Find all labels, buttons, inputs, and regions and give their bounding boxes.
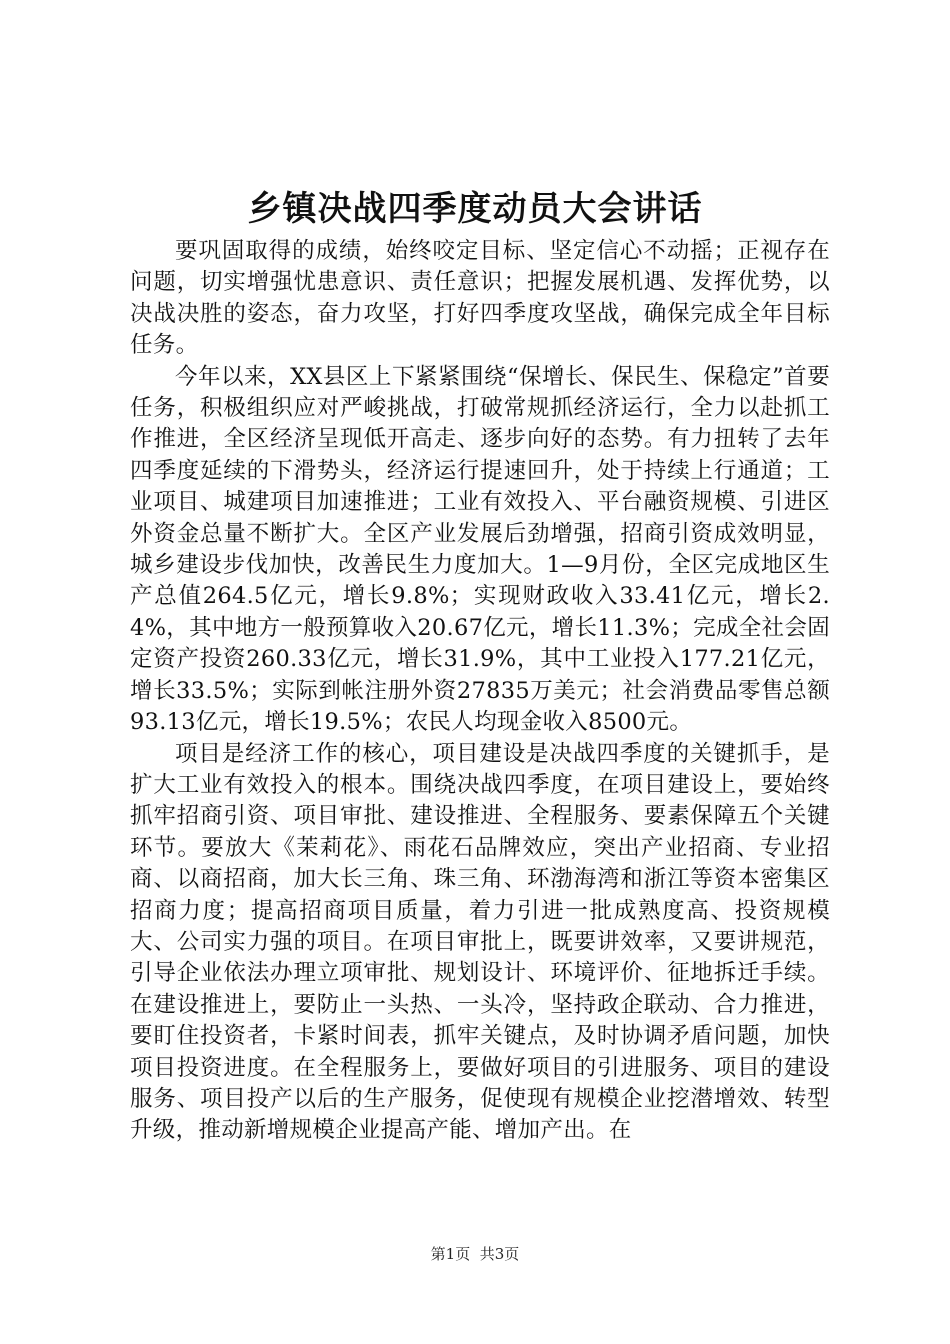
document-title: 乡镇决战四季度动员大会讲话	[247, 189, 703, 229]
page-footer	[0, 1243, 950, 1265]
page-current: 第1页	[430, 1245, 471, 1263]
page-total: 共3页	[479, 1245, 520, 1263]
paragraph-1: 要巩固取得的成绩，始终咬定目标、坚定信心不动摇；正视存在问题，切实增强忧患意识、责任意识；把握发展机遇、发挥优势，以决战决胜的姿态，奋力攻坚，打好四季度攻坚战，确保完成全年目标任务。	[130, 238, 830, 359]
paragraph-2: 今年以来，XX县区上下紧紧围绕“保增长、保民生、保稳定”首要任务，积极组织应对严峻挑战，打破常规抓经济运行，全力以赴抓工作推进，全区经济呈现低开高走、逐步向好的态势。有力扭转了去年四季度延续的下滑势头，经济运行提速回升，处于持续上行通道；工业项目、城建项目加速推进；工业有效投入、平台融资规模、引进区外资金总量不断扩大。全区产业发展后劲增强，招商引资成效明显，城乡建设步伐加快，改善民生力度加大。1—9月份，全区完成地区生产总值264.5亿元，增长9.8%；实现财政收入33.41亿元，增长2.4%，其中地方一般预算收入20.67亿元，增长11.3%；完成全社会固定资产投资260.33亿元，增长31.9%，其中工业投入177.21亿元，增长33.5%；实际到帐注册外资27835万美元；社会消费品零售总额93.13亿元，增长19.5%；农民人均现金收入8500元。	[130, 363, 830, 736]
document-body	[130, 236, 830, 1147]
footer-spacer	[470, 1245, 480, 1263]
paragraph-3: 项目是经济工作的核心，项目建设是决战四季度的关键抓手，是扩大工业有效投入的根本。围绕决战四季度，在项目建设上，要始终抓牢招商引资、项目审批、建设推进、全程服务、要素保障五个关键环节。要放大《茉莉花》、雨花石品牌效应，突出产业招商、专业招商、以商招商，加大长三角、珠三角、环渤海湾和浙江等资本密集区招商力度；提高招商项目质量，着力引进一批成熟度高、投资规模大、公司实力强的项目。在项目审批上，既要讲效率，又要讲规范，引导企业依法办理立项审批、规划设计、环境评价、征地拆迁手续。在建设推进上，要防止一头热、一头冷，坚持政企联动、合力推进，要盯住投资者，卡紧时间表，抓牢关键点，及时协调矛盾问题，加快项目投资进度。在全程服务上，要做好项目的引进服务、项目的建设服务、项目投产以后的生产服务，促使现有规模企业挖潜增效、转型升级，推动新增规模企业提高产能、增加产出。在	[130, 740, 830, 1144]
